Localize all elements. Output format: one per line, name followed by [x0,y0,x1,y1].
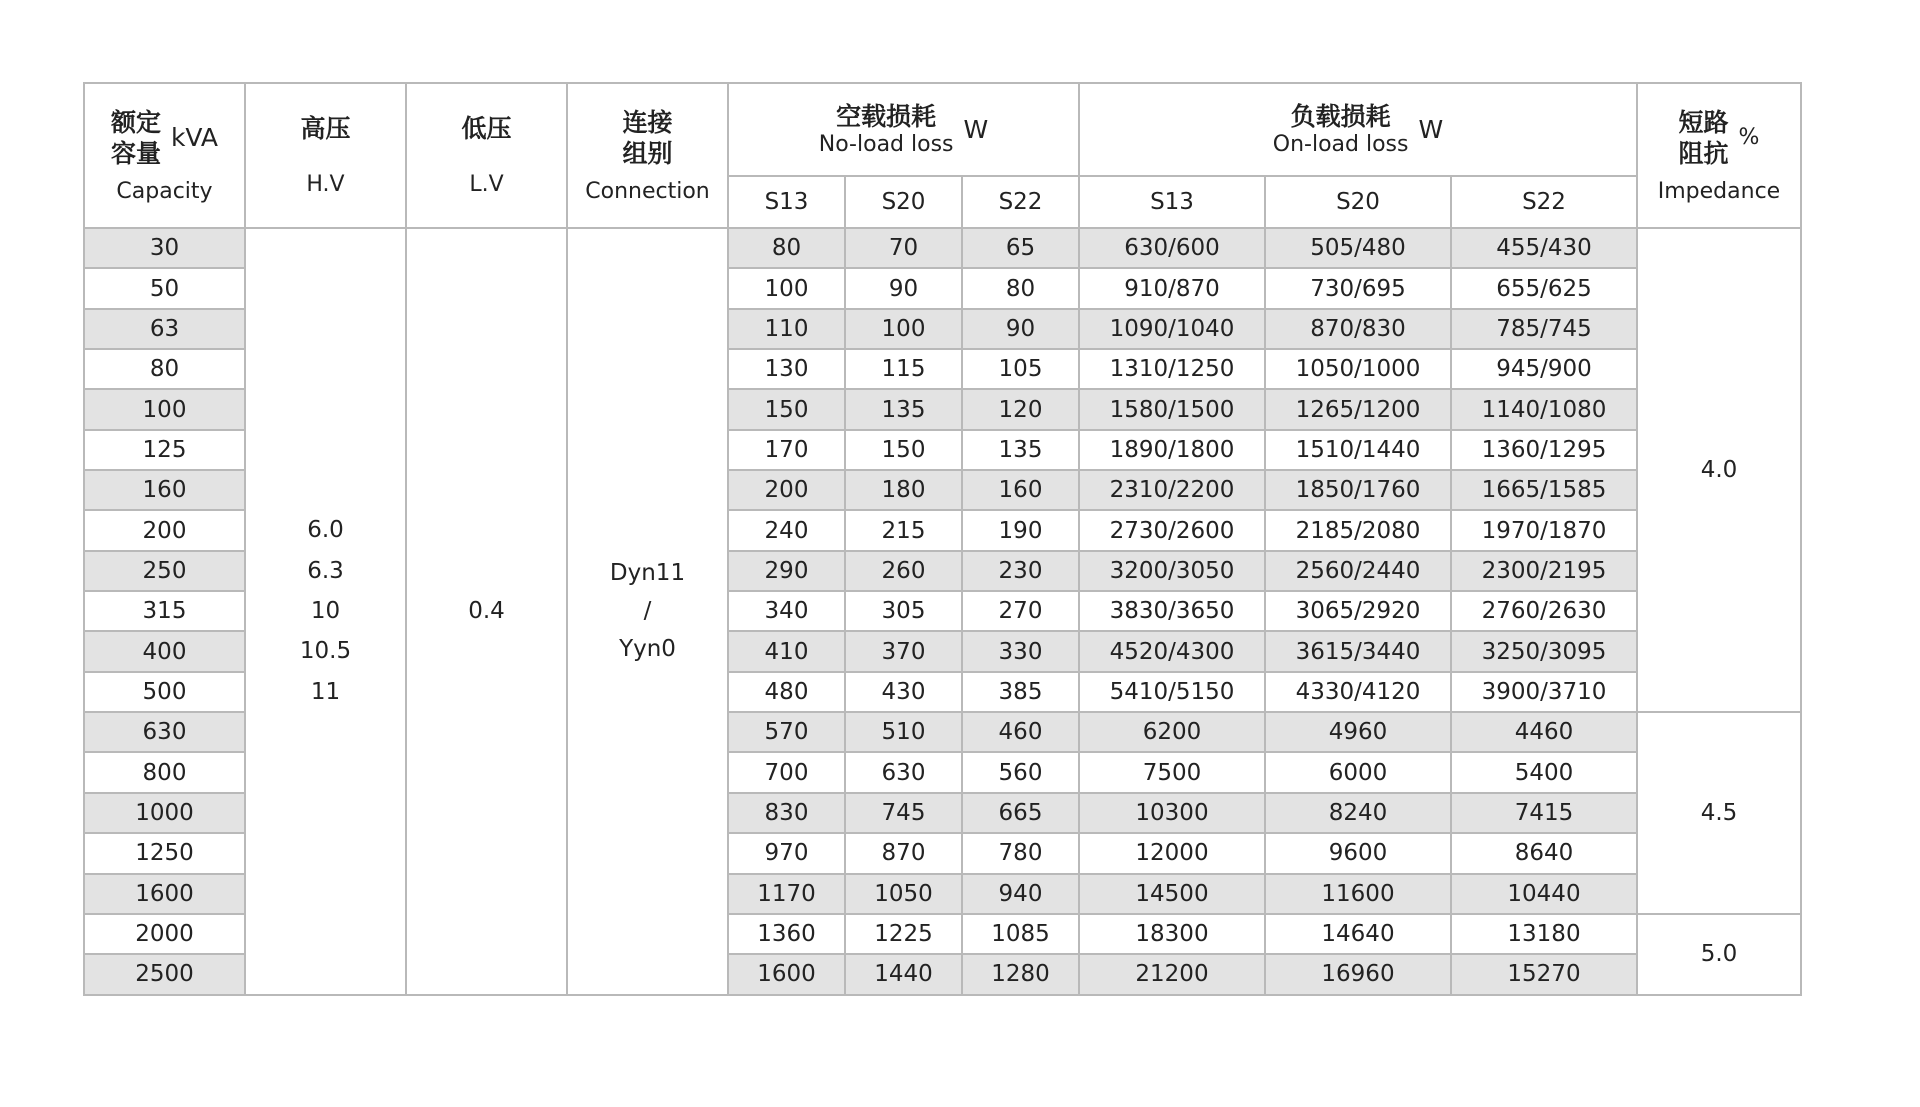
capacity-cell: 800 [84,752,245,792]
loss-cell-nl-s22: 385 [962,672,1079,712]
hv-value: 11 [310,678,341,705]
loss-cell-nl-s13: 1170 [728,874,845,914]
loss-cell-nl-s22: 1085 [962,914,1079,954]
loss-cell-ol-s20: 14640 [1265,914,1451,954]
transformer-spec-table [83,82,1802,996]
header-capacity-zh1: 额定 [110,107,161,137]
header-on-load-zh: 负载损耗 [1290,102,1391,131]
impedance-merged-cell: 4.0 [1637,228,1801,712]
loss-cell-nl-s13: 410 [728,631,845,671]
header-no-load-zh: 空载损耗 [836,102,937,131]
loss-cell-ol-s22: 4460 [1451,712,1637,752]
loss-cell-ol-s13: 1310/1250 [1079,349,1265,389]
loss-cell-nl-s13: 110 [728,309,845,349]
loss-cell-nl-s20: 260 [845,551,962,591]
hv-merged-cell [245,228,406,995]
loss-cell-ol-s20: 4960 [1265,712,1451,752]
loss-cell-nl-s22: 940 [962,874,1079,914]
loss-cell-nl-s22: 1280 [962,954,1079,994]
loss-cell-ol-s20: 1265/1200 [1265,389,1451,429]
capacity-cell: 1600 [84,874,245,914]
capacity-cell: 80 [84,349,245,389]
loss-cell-ol-s13: 1580/1500 [1079,389,1265,429]
loss-cell-nl-s13: 1360 [728,914,845,954]
header-on-load-s13: S13 [1079,176,1265,228]
header-connection-zh2: 组别 [622,138,673,168]
loss-cell-nl-s20: 100 [845,309,962,349]
loss-cell-nl-s22: 105 [962,349,1079,389]
connection-value: / [643,598,652,625]
loss-cell-nl-s22: 330 [962,631,1079,671]
capacity-cell: 30 [84,228,245,268]
loss-cell-ol-s13: 1890/1800 [1079,430,1265,470]
capacity-cell: 400 [84,631,245,671]
loss-cell-ol-s13: 3830/3650 [1079,591,1265,631]
hv-value: 10 [310,598,341,625]
loss-cell-nl-s13: 130 [728,349,845,389]
loss-cell-nl-s20: 150 [845,430,962,470]
loss-cell-ol-s22: 3900/3710 [1451,672,1637,712]
capacity-cell: 63 [84,309,245,349]
loss-cell-ol-s13: 2730/2600 [1079,510,1265,550]
header-impedance-en: Impedance [1657,178,1781,204]
loss-cell-ol-s20: 1510/1440 [1265,430,1451,470]
header-lv [406,83,567,228]
loss-cell-ol-s20: 3065/2920 [1265,591,1451,631]
loss-cell-ol-s13: 3200/3050 [1079,551,1265,591]
loss-cell-ol-s13: 14500 [1079,874,1265,914]
header-impedance-zh2: 阻抗 [1678,138,1729,168]
loss-cell-nl-s13: 970 [728,833,845,873]
connection-value: Dyn11 [609,560,686,587]
loss-cell-nl-s20: 870 [845,833,962,873]
loss-cell-ol-s13: 12000 [1079,833,1265,873]
header-hv [245,83,406,228]
loss-cell-ol-s22: 1140/1080 [1451,389,1637,429]
loss-cell-nl-s22: 665 [962,793,1079,833]
header-connection [567,83,728,228]
header-on-load-loss [1079,83,1637,176]
header-no-load-en: No-load loss [818,132,954,157]
loss-cell-nl-s22: 270 [962,591,1079,631]
loss-cell-ol-s20: 6000 [1265,752,1451,792]
loss-cell-ol-s22: 10440 [1451,874,1637,914]
header-row-1 [84,83,1801,176]
loss-cell-ol-s13: 910/870 [1079,268,1265,308]
table-row [84,228,1801,268]
header-on-load-s22: S22 [1451,176,1637,228]
impedance-merged-cell: 5.0 [1637,914,1801,995]
loss-cell-ol-s22: 7415 [1451,793,1637,833]
loss-cell-nl-s20: 180 [845,470,962,510]
loss-cell-ol-s22: 785/745 [1451,309,1637,349]
header-capacity-en: Capacity [116,178,213,204]
loss-cell-ol-s13: 1090/1040 [1079,309,1265,349]
header-lv-en: L.V [469,172,504,197]
header-no-load-s20: S20 [845,176,962,228]
header-hv-en: H.V [306,172,345,197]
loss-cell-nl-s13: 150 [728,389,845,429]
loss-cell-ol-s22: 13180 [1451,914,1637,954]
loss-cell-nl-s13: 290 [728,551,845,591]
capacity-cell: 2500 [84,954,245,994]
loss-cell-nl-s20: 510 [845,712,962,752]
hv-value: 6.3 [307,557,344,584]
loss-cell-nl-s22: 560 [962,752,1079,792]
loss-cell-nl-s22: 460 [962,712,1079,752]
loss-cell-nl-s20: 370 [845,631,962,671]
capacity-cell: 630 [84,712,245,752]
header-no-load-loss [728,83,1079,176]
loss-cell-ol-s20: 2185/2080 [1265,510,1451,550]
loss-cell-ol-s22: 2760/2630 [1451,591,1637,631]
header-no-load-s22: S22 [962,176,1079,228]
loss-cell-nl-s22: 135 [962,430,1079,470]
capacity-cell: 250 [84,551,245,591]
loss-cell-ol-s22: 1665/1585 [1451,470,1637,510]
capacity-cell: 315 [84,591,245,631]
loss-cell-ol-s13: 10300 [1079,793,1265,833]
loss-cell-nl-s13: 340 [728,591,845,631]
loss-cell-ol-s22: 945/900 [1451,349,1637,389]
loss-cell-nl-s13: 570 [728,712,845,752]
loss-cell-nl-s22: 780 [962,833,1079,873]
loss-cell-nl-s22: 230 [962,551,1079,591]
lv-merged-cell: 0.4 [406,228,567,995]
loss-cell-nl-s13: 480 [728,672,845,712]
loss-cell-nl-s20: 305 [845,591,962,631]
loss-cell-nl-s20: 1225 [845,914,962,954]
header-impedance-zh1: 短路 [1678,107,1729,137]
loss-cell-ol-s20: 16960 [1265,954,1451,994]
loss-cell-nl-s22: 90 [962,309,1079,349]
impedance-merged-cell: 4.5 [1637,712,1801,914]
loss-cell-nl-s13: 830 [728,793,845,833]
capacity-cell: 100 [84,389,245,429]
loss-cell-ol-s13: 630/600 [1079,228,1265,268]
loss-cell-ol-s13: 4520/4300 [1079,631,1265,671]
connection-merged-cell [567,228,728,995]
header-no-load-s13: S13 [728,176,845,228]
header-no-load-unit: W [963,115,989,144]
loss-cell-ol-s13: 5410/5150 [1079,672,1265,712]
loss-cell-ol-s20: 1850/1760 [1265,470,1451,510]
capacity-cell: 200 [84,510,245,550]
loss-cell-nl-s20: 135 [845,389,962,429]
header-impedance-unit: % [1738,125,1760,150]
capacity-cell: 2000 [84,914,245,954]
loss-cell-nl-s22: 160 [962,470,1079,510]
loss-cell-nl-s13: 200 [728,470,845,510]
loss-cell-nl-s20: 745 [845,793,962,833]
capacity-cell: 160 [84,470,245,510]
loss-cell-ol-s20: 505/480 [1265,228,1451,268]
table-body [84,83,1801,995]
header-on-load-en: On-load loss [1272,132,1409,157]
loss-cell-ol-s22: 8640 [1451,833,1637,873]
loss-cell-ol-s20: 8240 [1265,793,1451,833]
loss-cell-nl-s22: 190 [962,510,1079,550]
loss-cell-ol-s20: 1050/1000 [1265,349,1451,389]
loss-cell-nl-s13: 80 [728,228,845,268]
loss-cell-ol-s13: 7500 [1079,752,1265,792]
loss-cell-ol-s13: 6200 [1079,712,1265,752]
header-on-load-s20: S20 [1265,176,1451,228]
capacity-cell: 1250 [84,833,245,873]
loss-cell-nl-s20: 630 [845,752,962,792]
loss-cell-nl-s20: 90 [845,268,962,308]
header-lv-zh: 低压 [461,114,512,143]
header-connection-en: Connection [585,178,710,204]
loss-cell-ol-s13: 2310/2200 [1079,470,1265,510]
loss-cell-ol-s22: 5400 [1451,752,1637,792]
header-connection-zh1: 连接 [622,107,673,137]
loss-cell-nl-s13: 1600 [728,954,845,994]
loss-cell-nl-s22: 65 [962,228,1079,268]
loss-cell-nl-s20: 1440 [845,954,962,994]
loss-cell-nl-s13: 240 [728,510,845,550]
loss-cell-ol-s13: 18300 [1079,914,1265,954]
loss-cell-nl-s20: 70 [845,228,962,268]
loss-cell-ol-s13: 21200 [1079,954,1265,994]
loss-cell-ol-s20: 870/830 [1265,309,1451,349]
loss-cell-ol-s22: 3250/3095 [1451,631,1637,671]
loss-cell-ol-s22: 15270 [1451,954,1637,994]
capacity-cell: 500 [84,672,245,712]
loss-cell-ol-s22: 1970/1870 [1451,510,1637,550]
loss-cell-nl-s20: 215 [845,510,962,550]
loss-cell-ol-s22: 1360/1295 [1451,430,1637,470]
loss-cell-ol-s20: 3615/3440 [1265,631,1451,671]
header-on-load-unit: W [1418,115,1444,144]
hv-value: 6.0 [307,517,344,544]
capacity-cell: 1000 [84,793,245,833]
header-impedance [1637,83,1801,228]
capacity-cell: 50 [84,268,245,308]
hv-value: 10.5 [299,638,352,665]
loss-cell-nl-s13: 700 [728,752,845,792]
loss-cell-nl-s20: 115 [845,349,962,389]
loss-cell-ol-s20: 9600 [1265,833,1451,873]
loss-cell-nl-s22: 120 [962,389,1079,429]
loss-cell-nl-s22: 80 [962,268,1079,308]
loss-cell-nl-s20: 430 [845,672,962,712]
capacity-cell: 125 [84,430,245,470]
loss-cell-ol-s22: 655/625 [1451,268,1637,308]
header-capacity-unit: kVA [170,123,219,152]
loss-cell-ol-s20: 4330/4120 [1265,672,1451,712]
loss-cell-ol-s20: 11600 [1265,874,1451,914]
loss-cell-nl-s20: 1050 [845,874,962,914]
header-hv-zh: 高压 [300,114,351,143]
loss-cell-ol-s22: 455/430 [1451,228,1637,268]
header-capacity [84,83,245,228]
loss-cell-ol-s20: 2560/2440 [1265,551,1451,591]
header-capacity-zh2: 容量 [110,138,161,168]
loss-cell-nl-s13: 170 [728,430,845,470]
connection-value: Yyn0 [619,636,676,663]
loss-cell-ol-s22: 2300/2195 [1451,551,1637,591]
loss-cell-ol-s20: 730/695 [1265,268,1451,308]
loss-cell-nl-s13: 100 [728,268,845,308]
